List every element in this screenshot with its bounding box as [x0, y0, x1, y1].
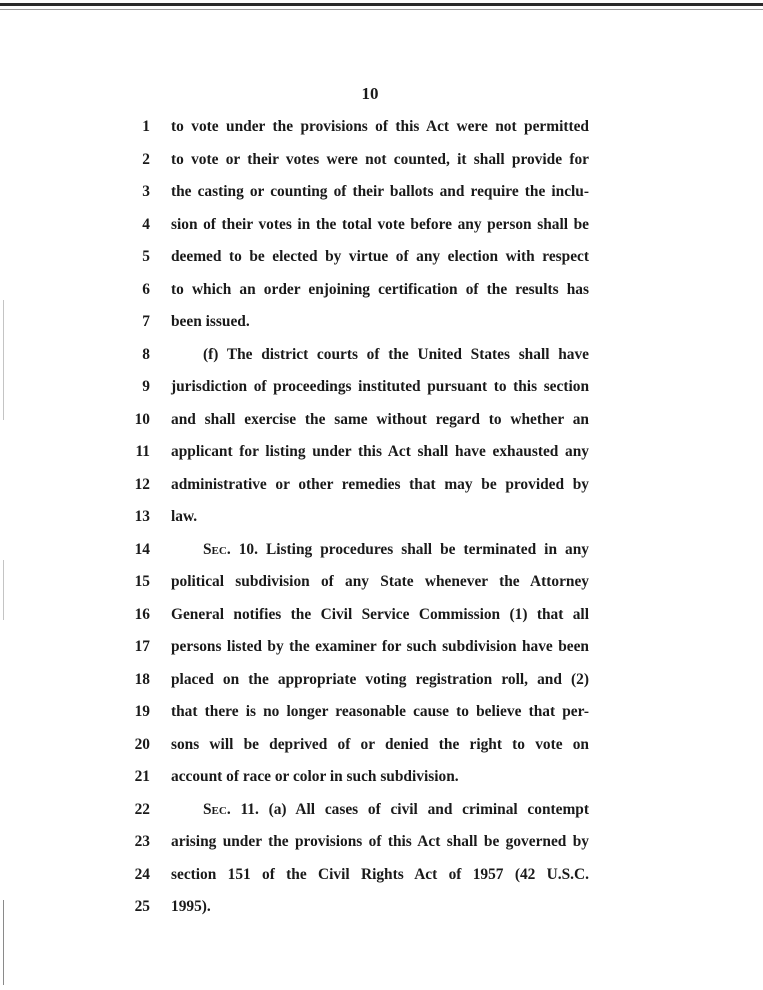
line-text: that there is no longer reasonable cause to believe that per- [171, 703, 589, 720]
line-text [171, 539, 589, 561]
top-border-rule [0, 3, 763, 6]
text-line [0, 766, 763, 788]
text-line [0, 409, 763, 431]
text-line [0, 246, 763, 268]
line-text: (f) The district courts of the United States shall have [203, 345, 589, 363]
text-line [0, 149, 763, 171]
line-text: political subdivision of any State whenever the Attorney [171, 573, 589, 590]
text-line [0, 636, 763, 658]
text-line [0, 604, 763, 626]
line-number: 18 [134, 670, 150, 688]
text-line [0, 474, 763, 496]
line-number: 22 [134, 800, 150, 818]
line-number: 23 [134, 833, 150, 850]
line-number: 17 [134, 638, 150, 655]
line-number: 9 [142, 378, 150, 395]
line-number: 13 [134, 508, 150, 525]
section-label: Sec. [203, 800, 231, 818]
line-text: the casting or counting of their ballots and require the inclu- [171, 183, 589, 200]
line-number: 10 [134, 410, 150, 428]
line-text: 1995). [171, 898, 211, 915]
line-number: 20 [134, 735, 150, 753]
line-number: 4 [142, 215, 150, 233]
line-text: deemed to be elected by virtue of any election with respect [171, 248, 589, 265]
line-number: 14 [134, 540, 150, 558]
line-text: sons will be deprived of or denied the right to vote on [171, 735, 589, 753]
text-line [0, 376, 763, 398]
line-number: 11 [135, 443, 150, 460]
line-number: 19 [134, 703, 150, 720]
line-number: 8 [142, 345, 150, 363]
text-line [0, 311, 763, 333]
line-text: section 151 of the Civil Rights Act of 1957 (42 U.S.C. [171, 865, 589, 883]
line-number: 24 [134, 865, 150, 883]
line-text: sion of their votes in the total vote before any person shall be [171, 215, 589, 233]
line-text: jurisdiction of proceedings instituted pursuant to this section [171, 378, 589, 395]
line-number: 25 [134, 898, 150, 915]
text-line [0, 344, 763, 366]
line-text: applicant for listing under this Act shall have exhausted any [171, 443, 589, 460]
text-line [0, 701, 763, 723]
line-number: 2 [142, 150, 150, 168]
line-number: 7 [142, 313, 150, 330]
text-line [0, 831, 763, 853]
line-number: 1 [142, 118, 150, 135]
text-line [0, 571, 763, 593]
text-line [0, 799, 763, 821]
section-label: Sec. [203, 540, 231, 558]
top-border-rule-thin [0, 9, 763, 10]
line-number: 12 [134, 475, 150, 493]
line-text: to which an order enjoining certification of the results has [171, 280, 589, 298]
section-text: 11. (a) All cases of civil and criminal contempt [230, 800, 589, 818]
text-line [0, 539, 763, 561]
line-number: 6 [142, 280, 150, 298]
text-line [0, 506, 763, 528]
text-line [0, 181, 763, 203]
line-text: placed on the appropriate voting registration roll, and (2) [171, 670, 589, 688]
page-number: 10 [361, 84, 379, 103]
line-text: law. [171, 508, 198, 525]
line-text [171, 799, 589, 821]
line-text: administrative or other remedies that may be provided by [171, 475, 589, 493]
line-text: arising under the provisions of this Act shall be governed by [171, 833, 589, 850]
line-text: account of race or color in such subdivision. [171, 768, 459, 785]
line-text: persons listed by the examiner for such subdivision have been [171, 638, 589, 655]
text-line [0, 734, 763, 756]
text-line [0, 896, 763, 918]
line-text: to vote or their votes were not counted, it shall provide for [171, 150, 589, 168]
text-line [0, 669, 763, 691]
text-line [0, 116, 763, 138]
text-line [0, 279, 763, 301]
line-text: General notifies the Civil Service Commission (1) that all [171, 605, 589, 623]
line-text: to vote under the provisions of this Act were not permitted [171, 118, 589, 135]
line-number: 16 [134, 605, 150, 623]
line-number: 3 [142, 183, 150, 200]
line-number: 15 [134, 573, 150, 590]
text-line [0, 214, 763, 236]
line-number: 21 [134, 768, 150, 785]
text-line [0, 441, 763, 463]
line-text: been issued. [171, 313, 250, 330]
text-line [0, 864, 763, 886]
section-text: 10. Listing procedures shall be terminated in any [230, 540, 589, 558]
line-number: 5 [142, 248, 150, 265]
line-text: and shall exercise the same without regard to whether an [171, 410, 589, 428]
